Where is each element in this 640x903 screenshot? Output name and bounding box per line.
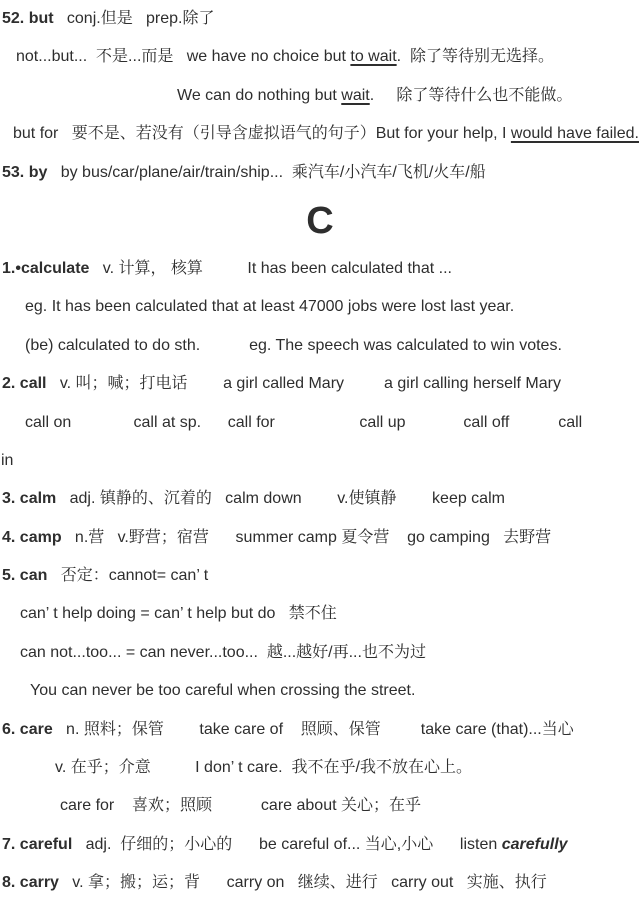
text-segment: but for 要不是、若没有（引导含虚拟语气的句子）But for your help, I (13, 125, 511, 143)
text-segment: (be) calculated to do sth. eg. The speech was calculated to win votes. (25, 336, 562, 354)
vocab-entry-line (0, 711, 640, 749)
text-segment: You can never be too careful when crossing the street. (30, 682, 416, 700)
text-segment: . 除了等待什么也不能做。 (369, 86, 573, 104)
vocab-entry-line (0, 250, 640, 288)
text-segment: call on call at sp. call for call up call off call (25, 413, 583, 431)
vocab-entry-line (0, 557, 640, 595)
headword-segment: C (306, 199, 334, 242)
headword-segment: 2. call (2, 375, 47, 393)
text-segment: n.营 v.野营；宿营 summer camp 夏令营 go camping 去野营 (61, 528, 552, 546)
text-segment: not...but... 不是...而是 we have no choice but (16, 48, 351, 66)
vocab-entry-line (0, 480, 640, 518)
vocab-sub-line (0, 749, 640, 787)
vocab-entry-line (0, 154, 640, 192)
vocab-sub-line (0, 787, 640, 825)
section-heading (0, 192, 640, 250)
vocab-sub-line (0, 77, 640, 115)
underlined-example-segment: to wait (350, 48, 397, 66)
text-segment: We can do nothing but (177, 86, 342, 104)
text-segment: conj.但是 prep.除了 (53, 10, 215, 27)
headword-segment: 1.•calculate (2, 259, 90, 277)
emphasis-segment: carefully (501, 835, 568, 853)
vocab-entry-line (0, 0, 640, 38)
text-segment: v. 拿；搬；运；背 carry on 继续、进行 carry out 实施、执行 (58, 874, 547, 892)
text-segment: v. 计算， 核算 It has been calculated that ... (89, 259, 452, 277)
headword-segment: 3. calm (2, 490, 57, 508)
text-segment: care for 喜欢；照顾 care about 关心；在乎 (60, 797, 421, 815)
text-segment: by bus/car/plane/air/train/ship... 乘汽车/小汽车/飞机/火车/船 (47, 163, 486, 181)
text-segment: n. 照料；保管 take care of 照顾、保管 take care (that)...当心 (52, 720, 574, 738)
headword-segment: 8. carry (2, 874, 59, 892)
vocab-sub-line (0, 288, 640, 326)
text-segment: v. 在乎；介意 I don’ t care. 我不在乎/我不放在心上。 (55, 759, 472, 777)
vocab-sub-line (0, 634, 640, 672)
text-segment: v. 叫；喊；打电话 a girl called Mary a girl calling herself Mary (46, 375, 561, 393)
text-segment: adj. 仔细的；小心的 be careful of... 当心,小心 listen (72, 835, 502, 853)
headword-segment: 4. camp (2, 528, 62, 546)
headword-segment: 52. but (2, 10, 54, 27)
text-segment: can’ t help doing = can’ t help but do 禁不住 (20, 605, 337, 623)
vocab-sub-line (0, 404, 640, 442)
headword-segment: 53. by (2, 163, 48, 181)
headword-segment: 5. can (2, 567, 48, 585)
text-segment: adj. 镇静的、沉着的 calm down v.使镇静 keep calm (56, 490, 505, 508)
text-segment: . 除了等待别无选择。 (396, 48, 554, 66)
vocab-entry-line (0, 519, 640, 557)
text-segment: 否定：cannot= can’ t (47, 567, 209, 585)
vocab-sub-line (0, 672, 640, 710)
vocab-sub-line (0, 595, 640, 633)
vocab-entry-line (0, 365, 640, 403)
headword-segment: 7. careful (2, 835, 73, 853)
text-segment: can not...too... = can never...too... 越...越好/再...也不为过 (20, 643, 426, 661)
headword-segment: 6. care (2, 720, 53, 738)
vocab-sub-line (0, 38, 640, 76)
text-segment: eg. It has been calculated that at least 47000 jobs were lost last year. (25, 298, 515, 316)
vocab-sub-line (0, 327, 640, 365)
underlined-example-segment: wait (341, 86, 370, 104)
vocab-sub-line (0, 442, 640, 480)
text-segment: in (1, 451, 14, 469)
vocab-entry-line (0, 864, 640, 902)
vocab-entry-line (0, 826, 640, 864)
vocab-sub-line (0, 115, 640, 153)
underlined-example-segment: would have failed. (510, 125, 639, 143)
